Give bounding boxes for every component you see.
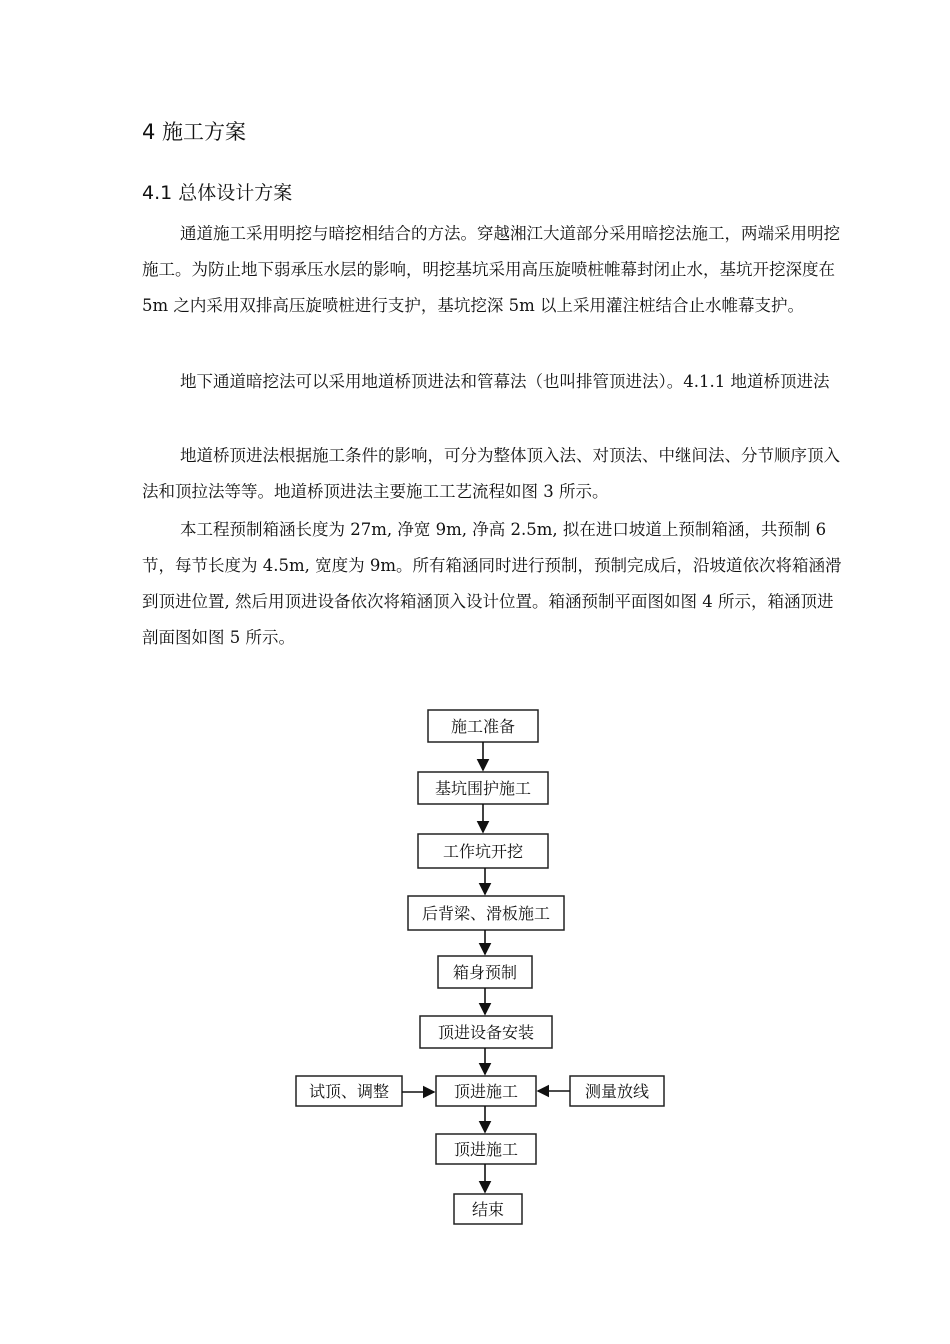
flow-right-input bbox=[570, 1076, 664, 1106]
svg-text:后背梁、滑板施工: 后背梁、滑板施工 bbox=[421, 904, 551, 923]
flow-step-6 bbox=[420, 1016, 552, 1048]
flow-left-input bbox=[296, 1076, 402, 1106]
paragraph-4: 本工程预制箱涵长度为 27m, 净宽 9m, 净高 2.5m, 拟在进口坡道上预制箱涵，共预制 6 节，每节长度为 4.5m, 宽度为 9m。所有箱涵同时进行预制，预制完成后，沿坡道依次将箱涵滑到顶进位置, 然后用顶进设备依次将箱涵顶入设计位置。箱涵预制平面图如图 4 所示，箱涵顶进剖面图如图 5 所示。 bbox=[142, 520, 842, 647]
svg-text:试顶、调整: 试顶、调整 bbox=[308, 1082, 390, 1101]
svg-text:工作坑开挖: 工作坑开挖 bbox=[442, 842, 524, 861]
svg-text:结束: 结束 bbox=[471, 1200, 505, 1219]
svg-text:测量放线: 测量放线 bbox=[584, 1082, 650, 1101]
svg-text:顶进施工: 顶进施工 bbox=[453, 1082, 519, 1101]
flow-step-8 bbox=[436, 1134, 536, 1164]
flow-step-5 bbox=[438, 956, 532, 988]
flow-step-9 bbox=[454, 1194, 522, 1224]
paragraph-1: 通道施工采用明挖与暗挖相结合的方法。穿越湘江大道部分采用暗挖法施工，两端采用明挖施工。为防止地下弱承压水层的影响，明挖基坑采用高压旋喷桩帷幕封闭止水，基坑开挖深度在 5m 之内采用双排高压旋喷桩进行支护，基坑挖深 5m 以上采用灌注桩结合止水帷幕支护。 bbox=[142, 224, 840, 315]
flow-step-2 bbox=[418, 772, 548, 804]
flow-step-4 bbox=[408, 896, 564, 930]
flow-step-7 bbox=[436, 1076, 536, 1106]
svg-text:顶进设备安装: 顶进设备安装 bbox=[437, 1023, 535, 1042]
subsection-heading: 4.1 总体设计方案 bbox=[142, 182, 293, 204]
flow-step-1 bbox=[428, 710, 538, 742]
section-heading: 4 施工方案 bbox=[142, 120, 247, 144]
paragraph-2: 地下通道暗挖法可以采用地道桥顶进法和管幕法（也叫排管顶进法）。4.1.1 地道桥顶进法 bbox=[180, 372, 830, 391]
svg-text:箱身预制: 箱身预制 bbox=[452, 963, 518, 982]
flow-step-3 bbox=[418, 834, 548, 868]
paragraph-3: 地道桥顶进法根据施工条件的影响，可分为整体顶入法、对顶法、中继间法、分节顺序顶入法和顶拉法等等。地道桥顶进法主要施工工艺流程如图 3 所示。 bbox=[142, 446, 840, 501]
svg-text:施工准备: 施工准备 bbox=[450, 717, 516, 736]
svg-text:顶进施工: 顶进施工 bbox=[453, 1140, 519, 1159]
svg-text:基坑围护施工: 基坑围护施工 bbox=[434, 779, 532, 798]
